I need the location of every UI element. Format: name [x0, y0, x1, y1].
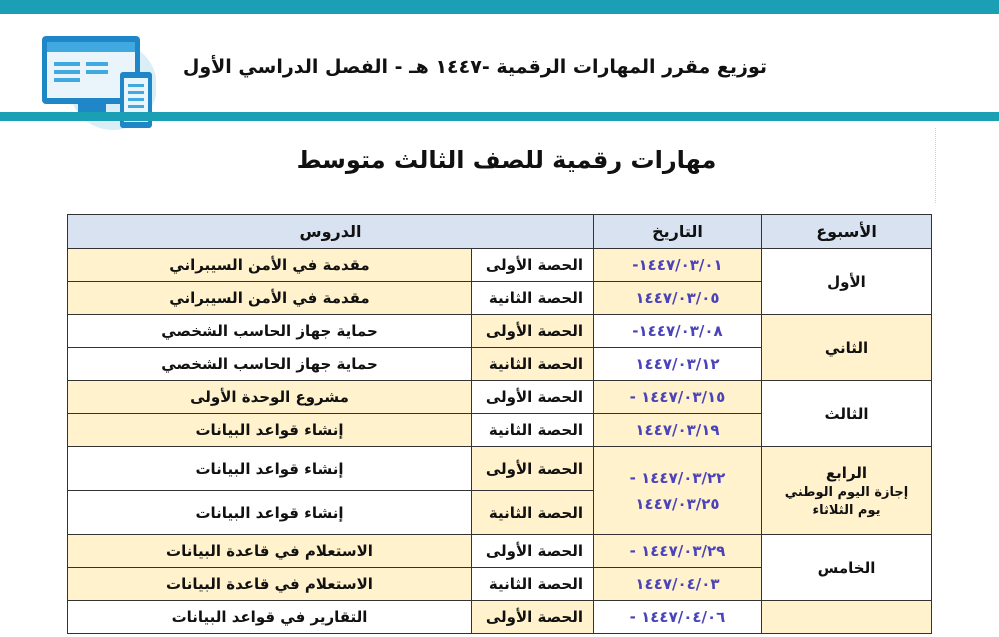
page-title: مهارات رقمية للصف الثالث متوسط [296, 146, 717, 174]
date-start: ١٤٤٧/٠٣/٢٢ - [629, 468, 726, 487]
lesson-cell: الاستعلام في قاعدة البيانات [68, 535, 472, 568]
period-cell: الحصة الثانية [472, 414, 594, 447]
lesson-cell: مقدمة في الأمن السيبراني [68, 282, 472, 315]
period-cell: الحصة الثانية [472, 282, 594, 315]
table-row [68, 381, 932, 414]
lesson-cell: مشروع الوحدة الأولى [68, 381, 472, 414]
week-note: إجازة اليوم الوطني [784, 484, 909, 500]
lesson-cell: الاستعلام في قاعدة البيانات [68, 568, 472, 601]
week-cell [762, 601, 932, 634]
header-lessons: الدروس [68, 215, 594, 249]
week-cell [762, 249, 932, 315]
date-cell: ١٤٤٧/٠٣/١٢ [594, 348, 762, 381]
header-week: الأسبوع [762, 215, 932, 249]
week-name: الثاني [824, 338, 869, 357]
top-accent-bar [0, 0, 999, 14]
week-note-day: يوم الثلاثاء [812, 502, 881, 518]
period-cell: الحصة الثانية [472, 348, 594, 381]
header-title: توزيع مقرر المهارات الرقمية -١٤٤٧ هـ - الفصل الدراسي الأول [182, 56, 767, 78]
period-cell: الحصة الأولى [472, 381, 594, 414]
period-cell: الحصة الأولى [472, 447, 594, 491]
period-cell: الحصة الأولى [472, 601, 594, 634]
header-date: التاريخ [594, 215, 762, 249]
date-cell: ١٤٤٧/٠٣/٠٨- [594, 315, 762, 348]
week-cell [762, 381, 932, 447]
table-row [68, 315, 932, 348]
date-cell: ١٤٤٧/٠٣/١٥ - [594, 381, 762, 414]
table-row [68, 535, 932, 568]
schedule-table [67, 214, 932, 634]
date-cell: ١٤٤٧/٠٣/١٩ [594, 414, 762, 447]
week-name: الخامس [817, 558, 876, 577]
lesson-cell: إنشاء قواعد البيانات [68, 491, 472, 535]
lesson-cell: مقدمة في الأمن السيبراني [68, 249, 472, 282]
week-name: الثالث [824, 404, 869, 423]
date-cell: ١٤٤٧/٠٤/٠٣ [594, 568, 762, 601]
week-cell [762, 447, 932, 535]
header-divider [0, 112, 999, 121]
week-name: الأول [827, 272, 866, 291]
lesson-cell: إنشاء قواعد البيانات [68, 447, 472, 491]
date-cell: ١٤٤٧/٠٤/٠٦ - [594, 601, 762, 634]
date-end: ١٤٤٧/٠٣/٢٥ [635, 494, 720, 513]
date-cell: ١٤٤٧/٠٣/٠٥ [594, 282, 762, 315]
lesson-cell: حماية جهاز الحاسب الشخصي [68, 348, 472, 381]
lesson-cell: التقارير في قواعد البيانات [68, 601, 472, 634]
period-cell: الحصة الأولى [472, 535, 594, 568]
date-cell: ١٤٤٧/٠٣/٢٩ - [594, 535, 762, 568]
table-header-row [68, 215, 932, 249]
date-cell [594, 447, 762, 535]
week-name: الرابع [825, 463, 868, 482]
period-cell: الحصة الثانية [472, 491, 594, 535]
week-cell [762, 535, 932, 601]
table-row [68, 601, 932, 634]
date-cell: ١٤٤٧/٠٣/٠١- [594, 249, 762, 282]
period-cell: الحصة الثانية [472, 568, 594, 601]
table-row [68, 249, 932, 282]
period-cell: الحصة الأولى [472, 315, 594, 348]
lesson-cell: حماية جهاز الحاسب الشخصي [68, 315, 472, 348]
lesson-cell: إنشاء قواعد البيانات [68, 414, 472, 447]
period-cell: الحصة الأولى [472, 249, 594, 282]
table-row [68, 447, 932, 491]
week-cell [762, 315, 932, 381]
